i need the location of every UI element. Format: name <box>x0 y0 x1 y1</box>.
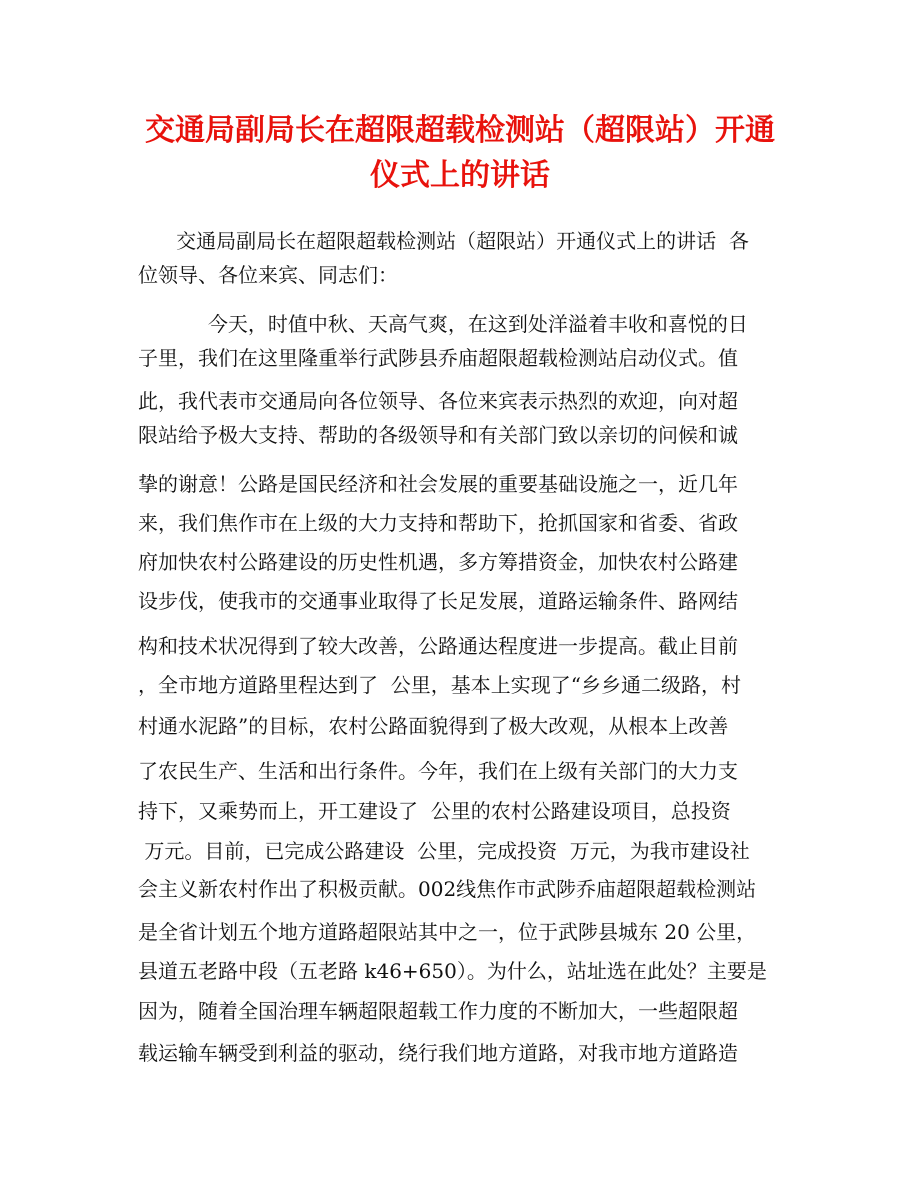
body-text-line: 府加快农村公路建设的历史性机遇，多方筹措资金，加快农村公路建 <box>138 550 738 574</box>
body-text-line: ，全市地方道路里程达到了 公里，基本上实现了“乡乡通二级路，村 <box>138 673 741 697</box>
body-text-line: 构和技术状况得到了较大改善，公路通达程度进一步提高。截止目前 <box>138 634 738 658</box>
body-text-line: 位领导、各位来宾、同志们： <box>138 263 398 287</box>
body-text-line: 了农民生产、生活和出行条件。今年，我们在上级有关部门的大力支 <box>138 759 738 783</box>
body-text-line: 载运输车辆受到利益的驱动，绕行我们地方道路，对我市地方道路造 <box>138 1041 738 1065</box>
title-line-1: 交通局副局长在超限超载检测站（超限站）开通 <box>145 113 775 148</box>
body-text-line: 村通水泥路”的目标，农村公路面貌得到了极大改观，从根本上改善 <box>138 714 729 738</box>
body-text-line: 来，我们焦作市在上级的大力支持和帮助下，抢抓国家和省委、省政 <box>138 511 738 535</box>
body-text-line: 会主义新农村作出了积极贡献。002线焦作市武陟乔庙超限超载检测站 <box>138 877 757 901</box>
document-title <box>130 108 790 198</box>
body-text-line: 挚的谢意！公路是国民经济和社会发展的重要基础设施之一，近几年 <box>138 472 738 496</box>
body-text-line: 子里，我们在这里隆重举行武陟县乔庙超限超载检测站启动仪式。值 <box>138 346 738 370</box>
body-text-line: 此，我代表市交通局向各位领导、各位来宾表示热烈的欢迎，向对超 <box>138 389 738 413</box>
body-text-line: 是全省计划五个地方道路超限站其中之一，位于武陟县城东 20 公里， <box>138 920 757 944</box>
body-text-line: 因为，随着全国治理车辆超限超载工作力度的不断加大，一些超限超 <box>138 999 738 1023</box>
body-text-line: 万元。目前，已完成公路建设 公里，完成投资 万元，为我市建设社 <box>138 839 750 863</box>
body-text-line: 县道五老路中段（五老路 k46+650）。为什么，站址选在此处？主要是 <box>138 959 767 983</box>
title-line-2: 仪式上的讲话 <box>370 158 550 193</box>
body-text-line: 交通局副局长在超限超载检测站（超限站）开通仪式上的讲话 各 <box>138 229 749 253</box>
body-text-line: 限站给予极大支持、帮助的各级领导和有关部门致以亲切的问候和诚 <box>138 423 738 447</box>
body-text-line: 今天，时值中秋、天高气爽，在这到处洋溢着丰收和喜悦的日 <box>138 312 748 336</box>
body-text-line: 持下，又乘势而上，开工建设了 公里的农村公路建设项目，总投资 <box>138 799 731 823</box>
body-text-line: 设步伐，使我市的交通事业取得了长足发展，道路运输条件、路网结 <box>138 589 738 613</box>
